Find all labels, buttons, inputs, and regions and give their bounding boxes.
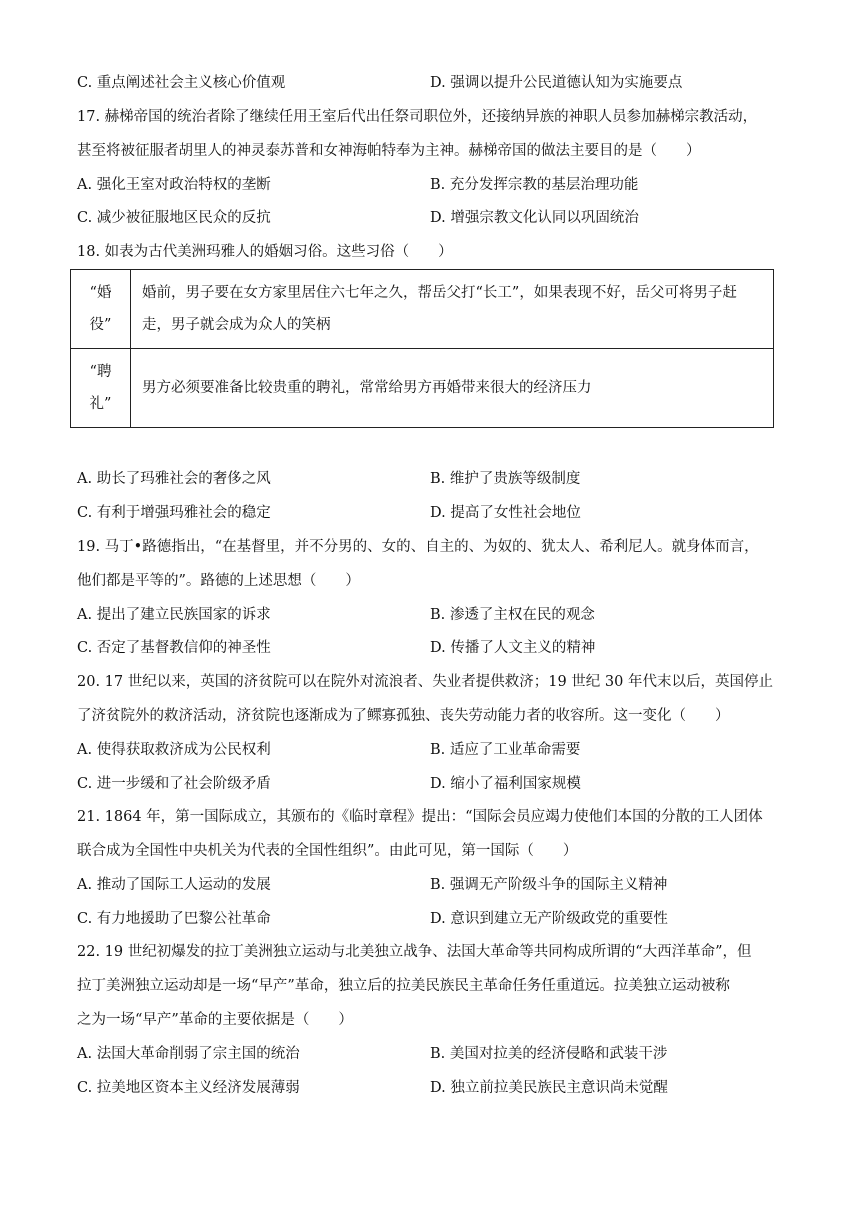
- q19-option-b[interactable]: B. 渗透了主权在民的观念: [430, 607, 595, 623]
- q18-option-a[interactable]: A. 助长了玛雅社会的奢侈之风: [77, 471, 271, 487]
- q21-option-d[interactable]: D. 意识到建立无产阶级政党的重要性: [430, 911, 668, 927]
- q20-option-c[interactable]: C. 进一步缓和了社会阶级矛盾: [77, 776, 271, 792]
- table-key-cell: [71, 270, 131, 349]
- q19-option-c[interactable]: C. 否定了基督教信仰的神圣性: [77, 640, 271, 656]
- table-key-line2: 役”: [89, 317, 112, 333]
- q17-option-c[interactable]: C. 减少被征服地区民众的反抗: [77, 210, 271, 226]
- q22-stem-line3: 之为一场“早产”革命的主要依据是（ ）: [77, 1012, 353, 1028]
- q19-option-d[interactable]: D. 传播了人文主义的精神: [430, 640, 596, 656]
- table-row: [71, 270, 774, 349]
- table-row: [71, 349, 774, 428]
- table-value-cell: [131, 349, 774, 428]
- q19-stem-line1: 19. 马丁•路德指出，“在基督里，并不分男的、女的、自主的、为奴的、犹太人、希利尼人。就身体而言，: [77, 539, 759, 555]
- q22-stem-line2: 拉丁美洲独立运动却是一场“早产”革命，独立后的拉美民族民主革命任务任重道远。拉美独立运动被称: [77, 978, 730, 994]
- table-value-line1: 男方必须要准备比较贵重的聘礼，常常给男方再婚带来很大的经济压力: [142, 380, 592, 396]
- table-key-cell: [71, 349, 131, 428]
- q16-option-d[interactable]: D. 强调以提升公民道德认知为实施要点: [430, 75, 683, 91]
- table-key-line1: “婚: [89, 285, 112, 301]
- q22-stem-line1: 22. 19 世纪初爆发的拉丁美洲独立运动与北美独立战争、法国大革命等共同构成所谓的“大西洋革命”，但: [77, 944, 752, 960]
- q22-option-b[interactable]: B. 美国对拉美的经济侵略和武装干涉: [430, 1046, 668, 1062]
- q18-stem: 18. 如表为古代美洲玛雅人的婚姻习俗。这些习俗（ ）: [77, 244, 453, 260]
- table-value-line1: 婚前，男子要在女方家里居住六七年之久，帮岳父打“长工”，如果表现不好，岳父可将男子赶: [142, 285, 737, 301]
- table-value-line2: 走，男子就会成为众人的笑柄: [142, 317, 331, 333]
- q21-option-b[interactable]: B. 强调无产阶级斗争的国际主义精神: [430, 877, 668, 893]
- q21-stem-line2: 联合成为全国性中央机关为代表的全国性组织”。由此可见，第一国际（ ）: [77, 843, 578, 859]
- q22-option-c[interactable]: C. 拉美地区资本主义经济发展薄弱: [77, 1080, 300, 1096]
- q18-option-d[interactable]: D. 提高了女性社会地位: [430, 505, 581, 521]
- q22-option-d[interactable]: D. 独立前拉美民族民主意识尚未觉醒: [430, 1080, 668, 1096]
- table-value-cell: [131, 270, 774, 349]
- marriage-customs-table: [70, 269, 774, 428]
- q22-option-a[interactable]: A. 法国大革命削弱了宗主国的统治: [77, 1046, 300, 1062]
- q16-option-c[interactable]: C. 重点阐述社会主义核心价值观: [77, 75, 286, 91]
- q18-option-b[interactable]: B. 维护了贵族等级制度: [430, 471, 581, 487]
- q20-option-a[interactable]: A. 使得获取救济成为公民权利: [77, 742, 271, 758]
- q21-option-c[interactable]: C. 有力地援助了巴黎公社革命: [77, 911, 271, 927]
- q17-stem-line2: 甚至将被征服者胡里人的神灵泰苏普和女神海帕特奉为主神。赫梯帝国的做法主要目的是（ ）: [77, 143, 701, 159]
- table-key-line1: “聘: [89, 364, 112, 380]
- q19-stem-line2: 他们都是平等的”。路德的上述思想（ ）: [77, 573, 360, 589]
- q18-option-c[interactable]: C. 有利于增强玛雅社会的稳定: [77, 505, 271, 521]
- q21-stem-line1: 21. 1864 年，第一国际成立，其颁布的《临时章程》提出：“国际会员应竭力使他们本国的分散的工人团体: [77, 809, 763, 825]
- q20-stem-line1: 20. 17 世纪以来，英国的济贫院可以在院外对流浪者、失业者提供救济；19 世纪 30 年代末以后，英国停止: [77, 674, 773, 690]
- q20-option-b[interactable]: B. 适应了工业革命需要: [430, 742, 581, 758]
- q17-option-b[interactable]: B. 充分发挥宗教的基层治理功能: [430, 177, 639, 193]
- q17-stem-line1: 17. 赫梯帝国的统治者除了继续任用王室后代出任祭司职位外，还接纳异族的神职人员参加赫梯宗教活动，: [77, 109, 758, 125]
- q21-option-a[interactable]: A. 推动了国际工人运动的发展: [77, 877, 271, 893]
- q17-option-d[interactable]: D. 增强宗教文化认同以巩固统治: [430, 210, 639, 226]
- q19-option-a[interactable]: A. 提出了建立民族国家的诉求: [77, 607, 271, 623]
- table-key-line2: 礼”: [89, 396, 112, 412]
- q20-option-d[interactable]: D. 缩小了福利国家规模: [430, 776, 581, 792]
- q20-stem-line2: 了济贫院外的救济活动，济贫院也逐渐成为了鳏寡孤独、丧失劳动能力者的收容所。这一变化（ ）: [77, 708, 730, 724]
- q17-option-a[interactable]: A. 强化王室对政治特权的垄断: [77, 177, 271, 193]
